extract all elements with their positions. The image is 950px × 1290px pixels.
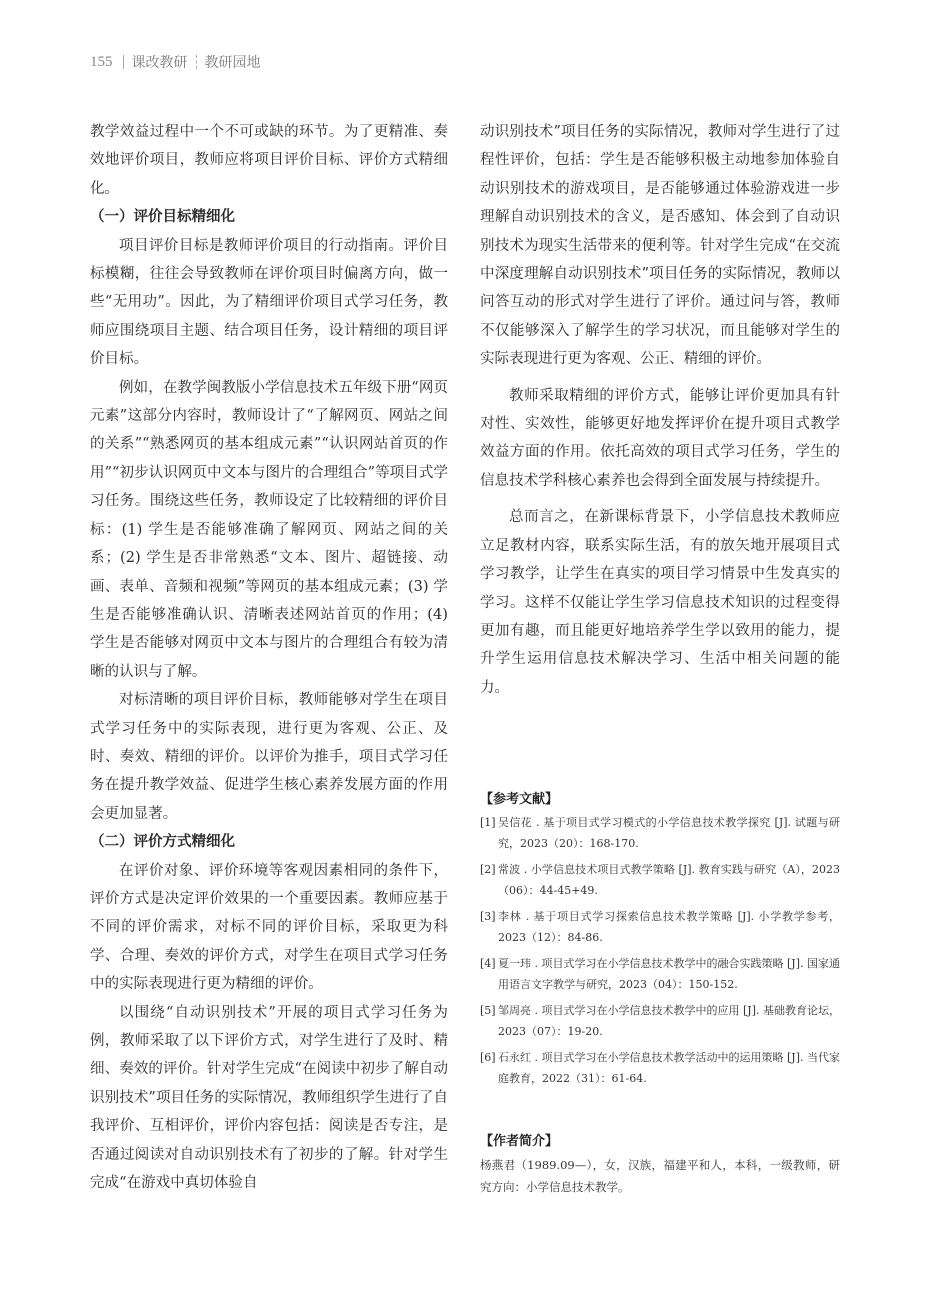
paragraph: 对标清晰的项目评价目标，教师能够对学生在项目式学习任务中的实际表现，进行更为客观、公正、及时、奏效、精细的评价。以评价为推手，项目式学习任务在提升教学效益、促进学生核心素养发展方面的作用会更加显著。 xyxy=(90,692,448,822)
reference-item xyxy=(480,812,840,854)
header-subsection: 教研园地 xyxy=(204,55,261,71)
paragraph: 教师采取精细的评价方式，能够让评价更加具有针对性、实效性，能够更好地发挥评价在提升项目式教学效益方面的作用。依托高效的项目式学习任务，学生的信息技术学科核心素养也会得到全面发展与持续提升。 xyxy=(480,387,840,489)
reference-number: [6] xyxy=(480,1051,496,1064)
references-heading: 【参考文献】 xyxy=(480,792,559,807)
reference-item xyxy=(480,859,840,901)
reference-number: [1] xyxy=(480,816,496,829)
page-number: 155 xyxy=(90,53,113,70)
author-bio: 杨燕君（1989.09—），女，汉族，福建平和人，本科，一级教师，研究方向：小学信息技术教学。 xyxy=(480,1158,840,1194)
reference-item xyxy=(480,906,840,948)
reference-number: [5] xyxy=(480,1004,496,1017)
reference-number: [2] xyxy=(480,863,496,876)
paragraph: 以围绕“自动识别技术”开展的项目式学习任务为例，教师采取了以下评价方式，对学生进行了及时、精细、奏效的评价。针对学生完成“在阅读中初步了解自动识别技术”项目任务的实际情况，教师组织学生进行了自我评价、互相评价，评价内容包括：阅读是否专注，是否通过阅读对自动识别技术有了初步的了解。针对学生完成“在游戏中真切体验自 xyxy=(90,1004,448,1192)
reference-item xyxy=(480,953,840,995)
paragraph: 教学效益过程中一个不可或缺的环节。为了更精准、奏效地评价项目，教师应将项目评价目标、评价方式精细化。 xyxy=(90,124,448,197)
paragraph: 总而言之，在新课标背景下，小学信息技术教师应立足教材内容，联系实际生活，有的放矢地开展项目式学习教学，让学生在真实的项目学习情景中生发真实的学习。这样不仅能让学生学习信息技术知识的过程变得更加有趣，而且能更好地培养学生学以致用的能力，提升学生运用信息技术解决学习、生活中相关问题的能力。 xyxy=(480,509,840,696)
reference-text: 邹周亮 . 项目式学习在小学信息技术教学中的应用 [J]. 基础教育论坛，2023（07）：19-20. xyxy=(498,1004,840,1038)
author-heading: 【作者简介】 xyxy=(480,1134,559,1149)
reference-text: 吴信花 . 基于项目式学习模式的小学信息技术教学探究 [J]. 试题与研究，2023（20）：168-170. xyxy=(498,816,840,850)
references-list xyxy=(480,812,840,1094)
header-divider xyxy=(123,55,124,69)
left-column xyxy=(90,118,448,1197)
running-header xyxy=(90,50,261,74)
section-heading: （一）评价目标精细化 xyxy=(90,209,235,226)
paragraph: 项目评价目标是教师评价项目的行动指南。评价目标模糊，往往会导致教师在评价项目时偏离方向，做一些“无用功”。因此，为了精细评价项目式学习任务，教师应围绕项目主题、结合项目任务，设计精细的项目评价目标。 xyxy=(90,237,448,368)
paragraph: 在评价对象、评价环境等客观因素相同的条件下，评价方式是决定评价效果的一个重要因素。教师应基于不同的评价需求，对标不同的评价目标，采取更为科学、合理、奏效的评价方式，对学生在项目式学习任务中的实际表现进行更为精细的评价。 xyxy=(90,862,448,993)
reference-text: 夏一玮 . 项目式学习在小学信息技术教学中的融合实践策略 [J]. 国家通用语言文字教学与研究，2023（04）：150-152. xyxy=(498,957,840,991)
reference-item xyxy=(480,1000,840,1042)
paragraph: 例如，在教学闽教版小学信息技术五年级下册“网页元素”这部分内容时，教师设计了“了解网页、网站之间的关系”“熟悉网页的基本组成元素”“认识网站首页的作用”“初步认识网页中文本与图片的合理组合”等项目式学习任务。围绕这些任务，教师设定了比较精细的评价目标：(1) 学生是否能够准确了解网页、网站之间的关系；(2) 学生是否非常熟悉“文本、图片、超链接、动画、表单、音频和视频”等网页的基本组成元素；(3) 学生是否能够准确认识、清晰表述网站首页的作用；(4) 学生是否能够对网页中文本与图片的合理组合有较为清晰的认识与了解。 xyxy=(90,379,448,680)
paragraph: 动识别技术”项目任务的实际情况，教师对学生进行了过程性评价，包括：学生是否能够积极主动地参加体验自动识别技术的游戏项目，是否能够通过体验游戏进一步理解自动识别技术的含义，是否感知、体会到了自动识别技术为现实生活带来的便利等。针对学生完成“在交流中深度理解自动识别技术”项目任务的实际情况，教师以问答互动的形式对学生进行了评价。通过问与答，教师不仅能够深入了解学生的学习状况，而且能够对学生的实际表现进行更为客观、公正、精细的评价。 xyxy=(480,124,840,368)
header-section: 课改教研 xyxy=(131,55,188,71)
reference-text: 常波 . 小学信息技术项目式教学策略 [J]. 教育实践与研究（A），2023（06）：44-45+49. xyxy=(498,863,840,897)
reference-item xyxy=(480,1047,840,1089)
reference-number: [3] xyxy=(480,910,496,923)
section-heading: （二）评价方式精细化 xyxy=(90,834,235,851)
reference-text: 李林 . 基于项目式学习探索信息技术教学策略 [J]. 小学教学参考，2023（12）：84-86. xyxy=(498,910,840,944)
reference-text: 石永红 . 项目式学习在小学信息技术教学活动中的运用策略 [J]. 当代家庭教育，2022（31）：61-64. xyxy=(498,1051,840,1085)
right-column xyxy=(480,118,840,702)
header-dashed-divider xyxy=(196,55,197,69)
reference-number: [4] xyxy=(480,957,496,970)
